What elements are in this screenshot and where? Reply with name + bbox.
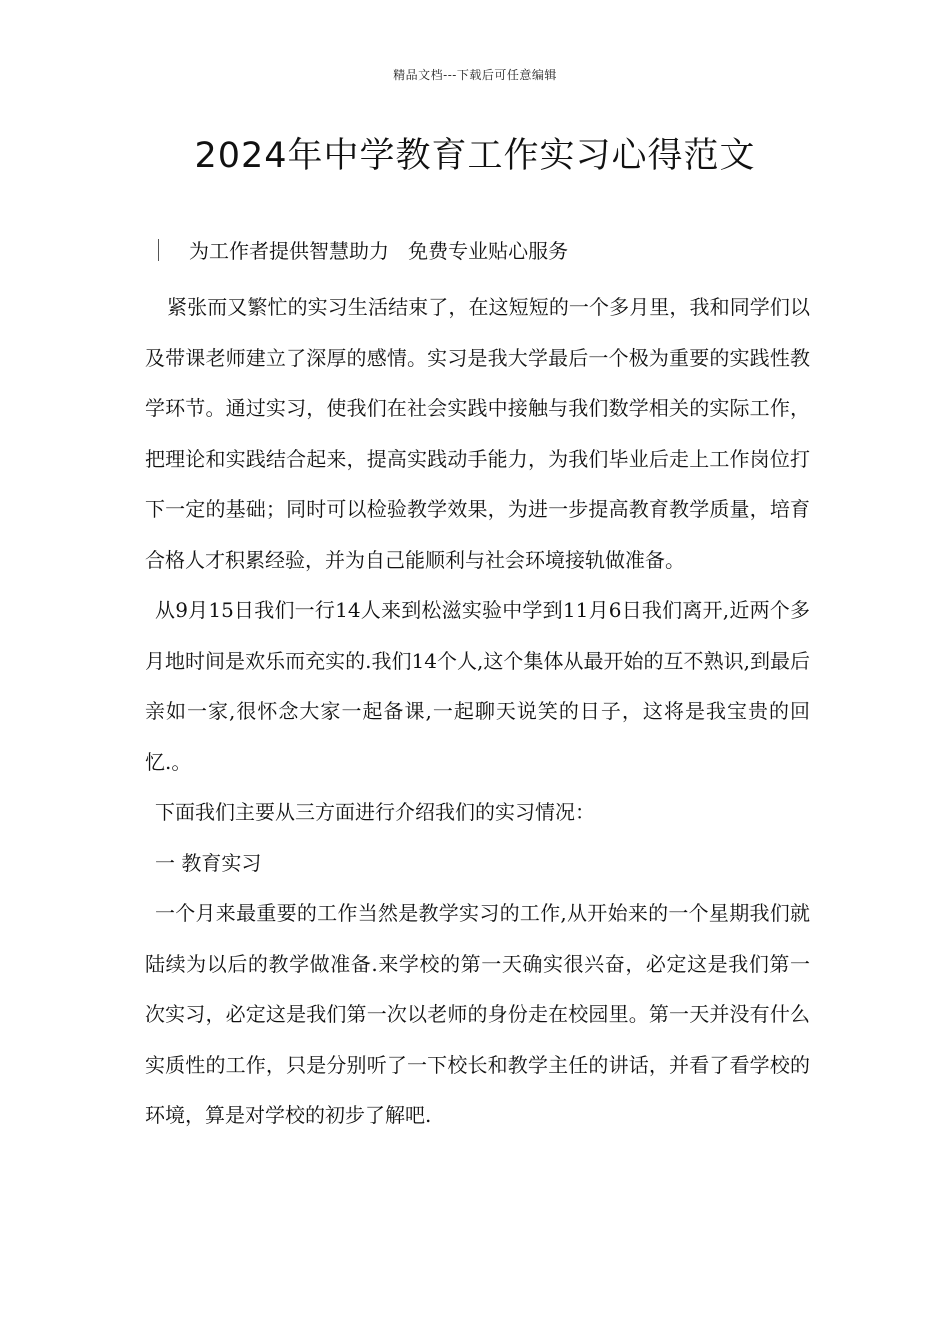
tagline-text: 为工作者提供智慧助力 免费专业贴心服务 <box>189 239 569 263</box>
divider-bar <box>158 239 159 261</box>
paragraph-4: 一个月来最重要的工作当然是教学实习的工作,从开始来的一个星期我们就陆续为以后的教学做准备.来学校的第一天确实很兴奋，必定这是我们第一次实习，必定这是我们第一次以老师的身份走在校园里。第一天并没有什么实质性的工作，只是分别听了一下校长和教学主任的讲话，并看了看学校的环境，算是对学校的初步了解吧. <box>145 901 810 1127</box>
section-heading: 一 教育实习 <box>155 850 262 875</box>
paragraph-2: 从9月15日我们一行14人来到松滋实验中学到11月6日我们离开,近两个多月地时间是欢乐而充实的.我们14个人,这个集体从最开始的互不熟识,到最后亲如一家,很怀念大家一起备课,一起聊天说笑的日子，这将是我宝贵的回忆.。 <box>145 598 810 774</box>
header-note: 精品文档---下载后可任意编辑 <box>393 68 557 82</box>
tagline <box>150 236 568 266</box>
document-title: 2024年中学教育工作实习心得范文 <box>194 136 756 176</box>
document-body <box>145 282 810 1141</box>
paragraph-3: 下面我们主要从三方面进行介绍我们的实习情况： <box>155 800 595 824</box>
paragraph-1: 紧张而又繁忙的实习生活结束了，在这短短的一个多月里，我和同学们以及带课老师建立了深厚的感情。实习是我大学最后一个极为重要的实践性教学环节。通过实习，使我们在社会实践中接触与我们数学相关的实际工作，把理论和实践结合起来，提高实践动手能力，为我们毕业后走上工作岗位打下一定的基础；同时可以检验教学效果，为进一步提高教育教学质量，培育合格人才积累经验，并为自己能顺利与社会环境接轨做准备。 <box>145 295 810 572</box>
